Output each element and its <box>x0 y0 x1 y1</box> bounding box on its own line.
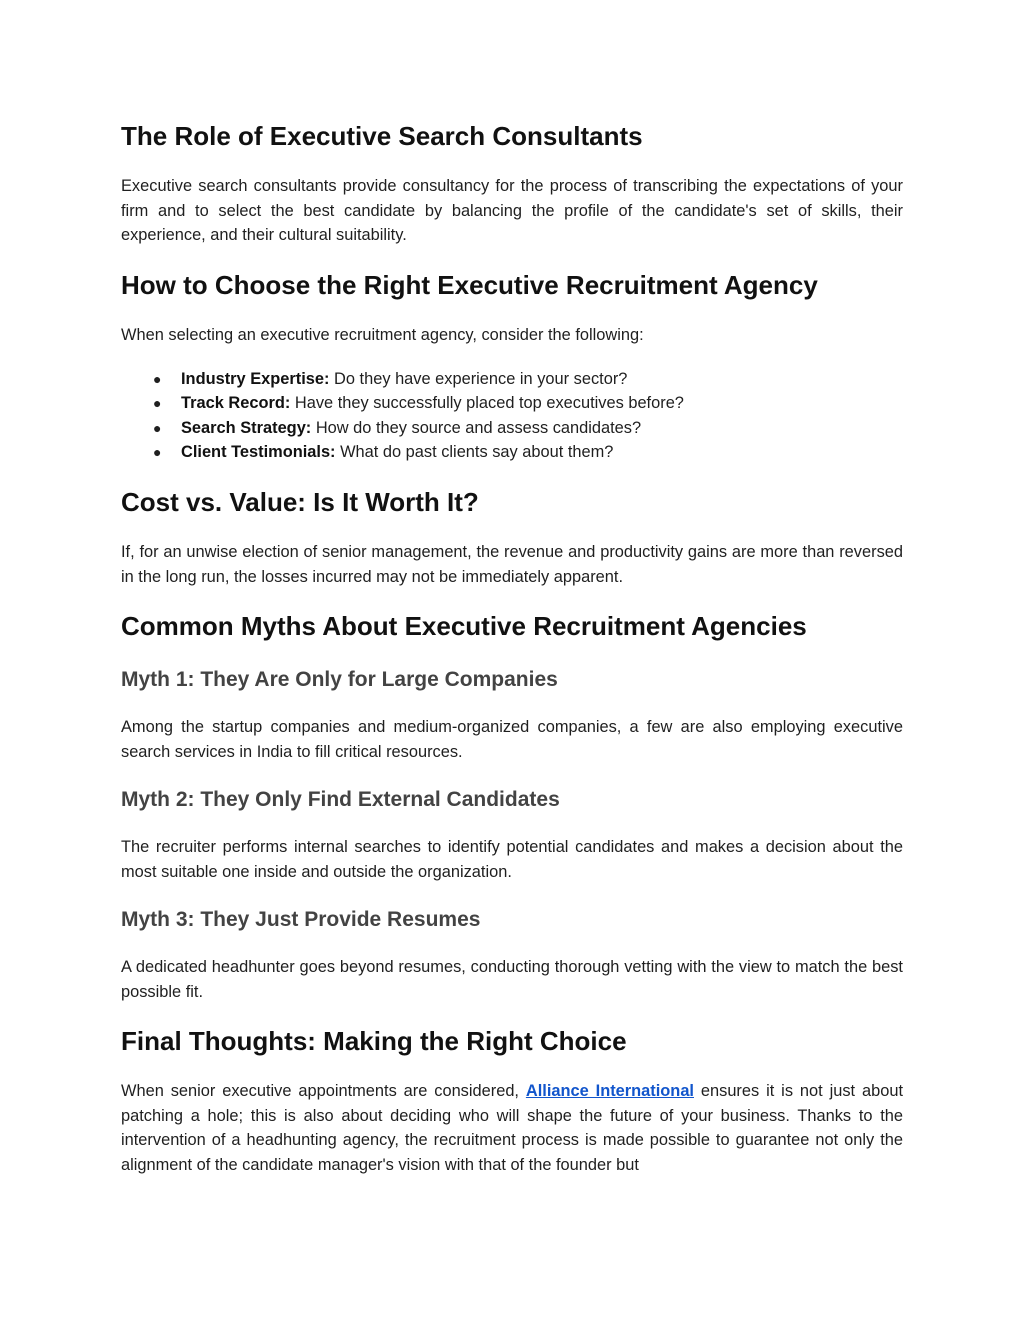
list-item-label: Track Record: <box>181 394 291 413</box>
criteria-list <box>121 367 903 464</box>
paragraph-final-lead: When senior executive appointments are considered, <box>121 1082 526 1100</box>
paragraph-myth-1: Among the startup companies and medium-organized companies, a few are also employing executive search services in India to fill critical resources. <box>121 718 903 761</box>
paragraph-cost: If, for an unwise election of senior management, the revenue and productivity gains are more than reversed in the long run, the losses incurred may not be immediately apparent. <box>121 543 903 586</box>
alliance-international-link[interactable]: Alliance International <box>525 1082 694 1100</box>
bullet-icon: ● <box>153 443 162 460</box>
heading-cost-value: Cost vs. Value: Is It Worth It? <box>121 487 479 517</box>
list-item-label: Industry Expertise: <box>181 370 330 388</box>
paragraph-choose-intro: When selecting an executive recruitment agency, consider the following: <box>121 326 644 344</box>
list-item <box>121 391 903 415</box>
paragraph-final <box>121 1079 903 1177</box>
paragraph-myth-2: The recruiter performs internal searches to identify potential candidates and makes a decision about the most suitable one inside and outside the organization. <box>121 838 903 881</box>
list-item-text: Have they successfully placed top executives before? <box>290 394 684 413</box>
list-item-text: What do past clients say about them? <box>335 442 614 461</box>
list-item-label: Client Testimonials: <box>181 442 336 461</box>
bullet-icon: ● <box>153 395 162 412</box>
subheading-myth-3: Myth 3: They Just Provide Resumes <box>121 908 481 931</box>
heading-role: The Role of Executive Search Consultants <box>121 121 643 151</box>
heading-myths: Common Myths About Executive Recruitment Agencies <box>121 611 807 641</box>
bullet-icon: ● <box>153 419 162 436</box>
paragraph-final-rest: ensures it is not just about patching a hole; this is also about deciding who will shape the future of your business. Thanks to the intervention of a headhunting agency, the recruitment process is made possible to guarantee not only the alignment of the candidate manager's vision with that of the founder but <box>121 1082 903 1174</box>
heading-choose-agency: How to Choose the Right Executive Recruitment Agency <box>121 270 818 300</box>
heading-final-thoughts: Final Thoughts: Making the Right Choice <box>121 1026 627 1056</box>
list-item-text: How do they source and assess candidates? <box>311 418 642 437</box>
list-item-label: Search Strategy: <box>181 418 312 437</box>
paragraph-myth-3: A dedicated headhunter goes beyond resumes, conducting thorough vetting with the view to match the best possible fit. <box>121 958 903 1001</box>
paragraph-role: Executive search consultants provide consultancy for the process of transcribing the expectations of your firm and to select the best candidate by balancing the profile of the candidate's set of skills, their experience, and their cultural suitability. <box>121 177 903 244</box>
list-item <box>121 440 903 464</box>
list-item-text: Do they have experience in your sector? <box>329 370 628 388</box>
bullet-icon: ● <box>153 371 162 387</box>
subheading-myth-1: Myth 1: They Are Only for Large Companies <box>121 668 558 691</box>
list-item <box>121 416 903 440</box>
list-item <box>121 367 903 391</box>
subheading-myth-2: Myth 2: They Only Find External Candidates <box>121 788 560 811</box>
